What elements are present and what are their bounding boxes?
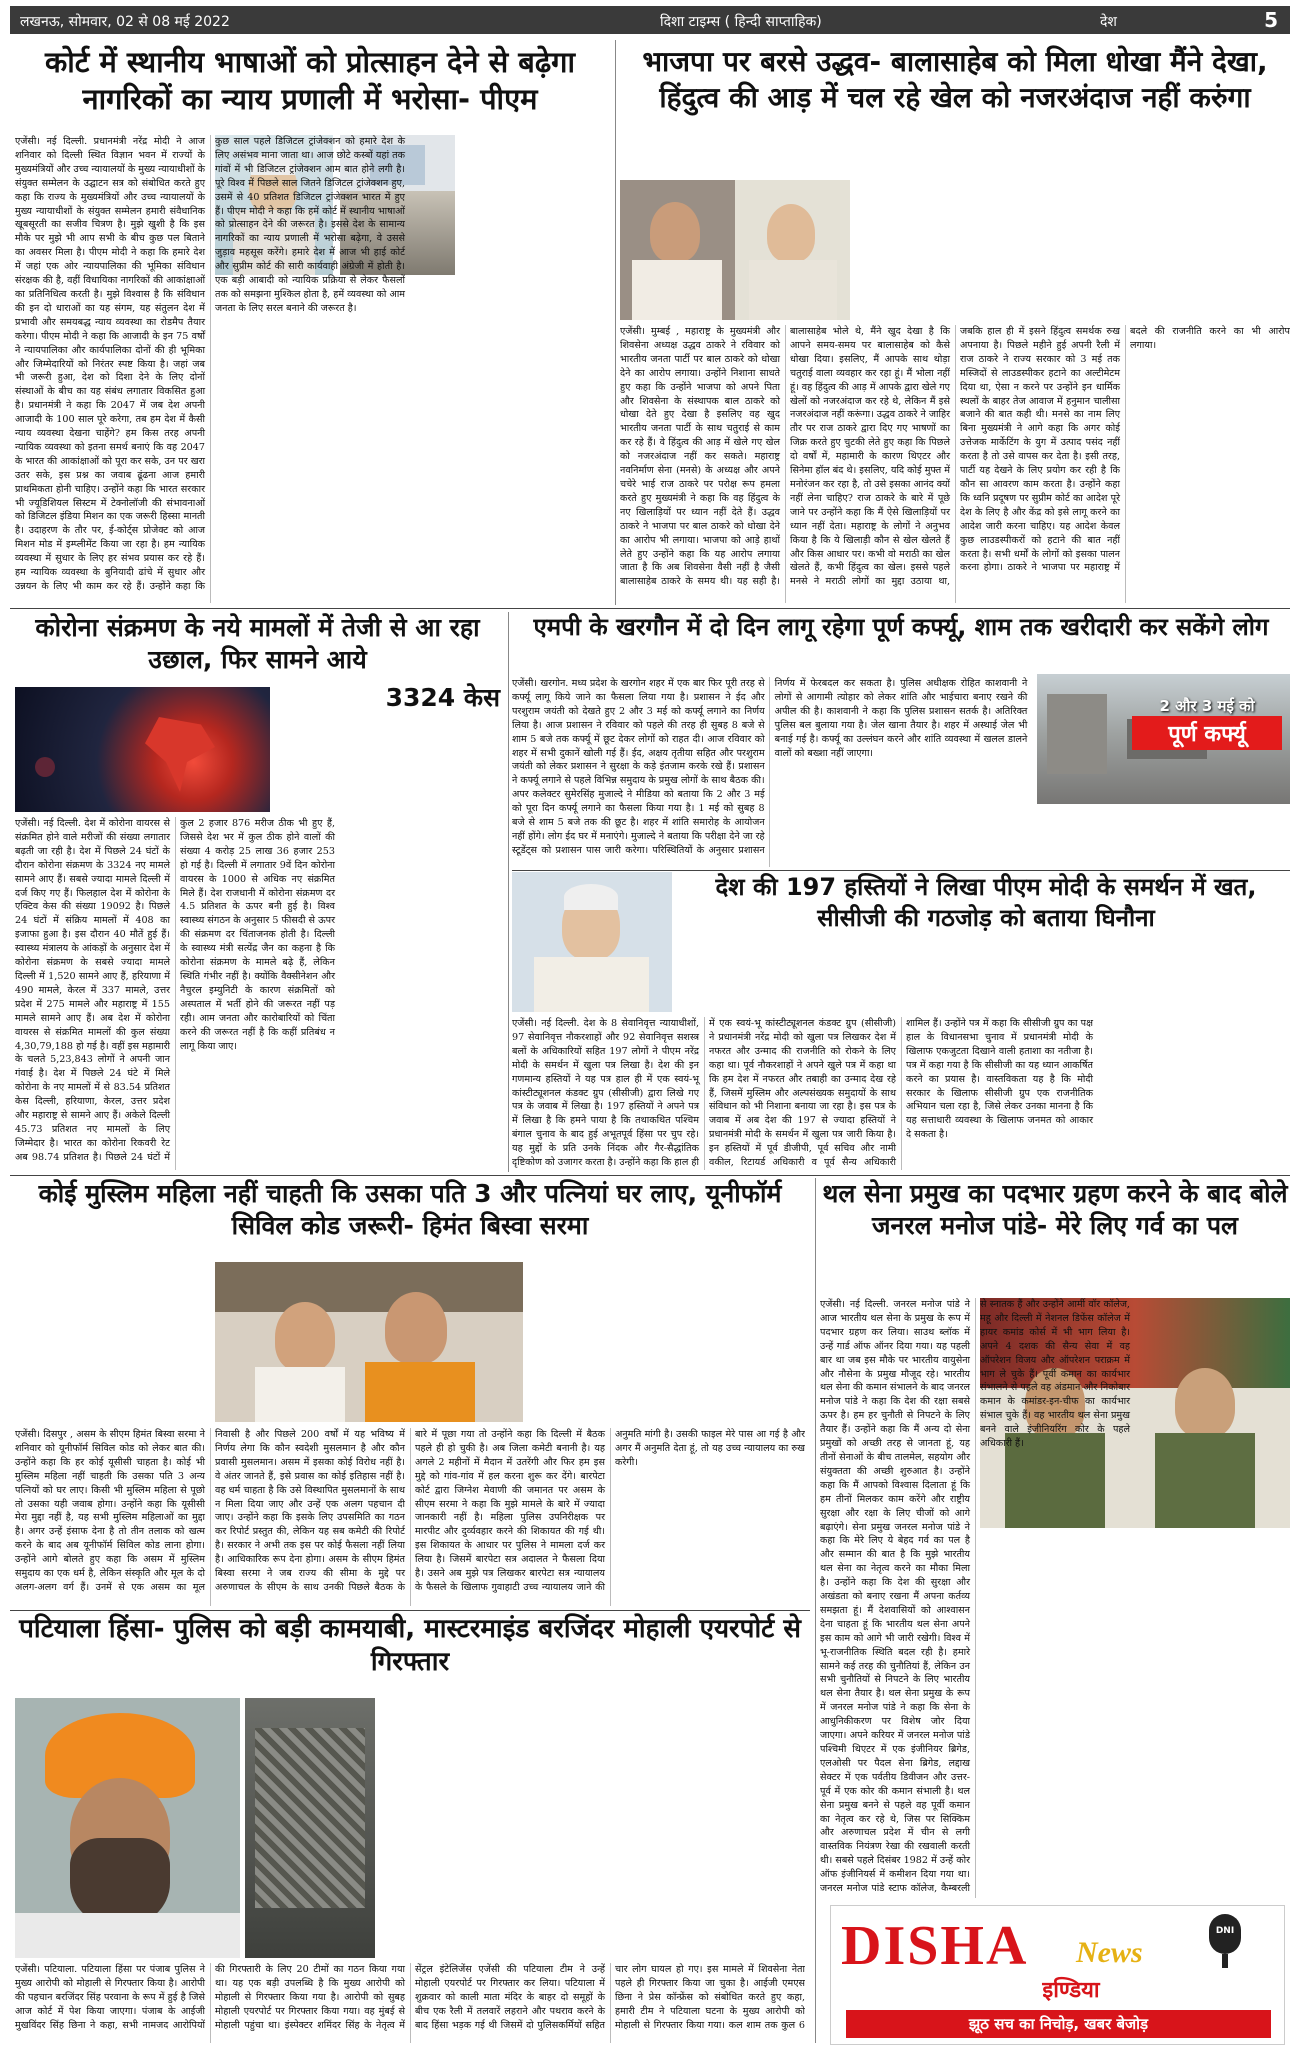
article-himanta [10,1178,810,1608]
headline: कोई मुस्लिम महिला नहीं चाहती कि उसका पति 3 और पत्नियां घर लाए, यूनीफॉर्म सिविल कोड जरूरी- हिमंत बिस्वा सरमा [38,1179,782,1240]
article-body: एजेंसी। नई दिल्ली. देश के 8 सेवानिवृत्त न्यायाधीशों, 97 सेवानिवृत्त नौकरशाहों और 92 सेवानिवृत्त सशस्त्र बलों के अधिकारियों सहित 197 लोगों ने पीएम नरेंद्र मोदी के समर्थन में खुला पत्र लिखा है। देश की इन गणमान्य हस्तियों ने यह पत्र हाल ही में एक स्वयं-भू कांस्टीट्यूशनल कंडक्ट ग्रुप (सीसीजी) द्वारा लिखे गए पत्र के जवाब में लिखा है। 197 हस्तियों ने अपने पत्र में लिखा है कि हमने पाया है कि तथाकथित पश्चिम बंगाल चुनाव के बाद हुई अभूतपूर्व हिंसा पर चुप रहे। यह मुद्दों के प्रति उनके निंदक और गैर-सैद्धांतिक दृष्टिकोण को उजागर करता है। उन्होंने कहा कि हाल ही में एक स्वयं-भू कांस्टीट्यूशनल कंडक्ट ग्रुप (सीसीजी) ने प्रधानमंत्री नरेंद्र मोदी को खुला पत्र लिखकर देश में नफरत और उन्माद की राजनीति को रोकने के लिए कहा था। पूर्व नौकरशाहों ने अपने खुले पत्र में कहा था कि हम देश में नफरत और तबाही का उन्माद देख रहे हैं, जिसमें मुस्लिम और अल्पसंख्यक समुदायों के साथ संविधान को भी निशाना बनाया जा रहा है। इस पत्र के जवाब में अब देश की 197 से ज्यादा हस्तियों ने प्रधानमंत्री मोदी के समर्थन में खुला पत्र जारी किया है। इन हस्तियों में पूर्व डीजीपी, पूर्व सचिव और नामी वकील, रिटायर्ड अधिकारी व पूर्व सैन्य अधिकारी शामिल हैं। उन्होंने पत्र में कहा कि सीसीजी ग्रुप का पक्ष हाल के विधानसभा चुनाव में प्रधानमंत्री मोदी के खिलाफ एकजुटता दिखाने वाली हताशा का नतीजा है। पत्र में कहा गया है कि सीसीजी का यह ध्यान आकर्षित करने का प्रयास है। वास्तविकता यह है कि मोदी सरकार के खिलाफ सीसीजी ग्रुप एक राजनीतिक अभियान चला रहा है, जिसे लेकर उनका मानना है कि यह सत्ताधारी व्यवस्था के खिलाफ जनमत को आकार दे सकता है। [512,1018,1093,1169]
curfew-caption-title: पूर्ण कर्फ्यू [1132,716,1282,750]
article-army-chief [820,1178,1290,1898]
article-body: एजेंसी। पटियाला. पटियाला हिंसा पर पंजाब पुलिस ने मुख्य आरोपी को मोहाली से गिरफ्तार किया है। आरोपी की पहचान बरजिंदर सिंह परवाना के रूप में हुई है जिसे आज कोर्ट में पेश किया जाएगा। पंजाब के आईजी मुखविंदर सिंह छिना ने कहा, सभी नामजद आरोपियों की गिरफ्तारी के लिए 20 टीमों का गठन किया गया था। यह एक बड़ी उपलब्धि है कि मुख्य आरोपी को मोहाली से गिरफ्तार किया गया है। आरोपी को सुबह मोहाली एयरपोर्ट पर गिरफ्तार किया गया। वह मुंबई से मोहाली पहुंचा था। इंस्पेक्टर शमिंदर सिंह के नेतृत्व में सेंट्रल इंटेलिजेंस एजेंसी की पटियाला टीम ने उन्हें मोहाली एयरपोर्ट पर गिरफ्तार कर लिया। पटियाला में शुक्रवार को काली माता मंदिर के बाहर दो समूहों के बीच एक रैली में तलवारें लहराने और पथराव करने के बाद हिंसा भड़क गई थी जिसमें दो पुलिसकर्मियों सहित चार लोग घायल हो गए। इस मामले में शिवसेना नेता पहले ही गिरफ्तार किया जा चुका है। आईजी एमएस छिना ने प्रेस कॉन्फ्रेंस को संबोधित करते हुए कहा, हमारी टीम ने पटियाला घटना के मुख्य आरोपी को मोहाली से गिरफ्तार किया गया। कल शाम तक कुल 6 [15,1964,805,2031]
article-body: एजेंसी। खरगोन. मध्य प्रदेश के खरगोन शहर में एक बार फिर पूरी तरह से कर्फ्यू लागू किये जाने का फैसला लिया गया है। प्रशासन ने ईद और परशुराम जयंती को देखते हुए 2 और 3 मई को कर्फ्यू लगाने का निर्णय लिया है। आज प्रशासन ने रविवार को पहले की तरह ही सुबह 8 बजे से शाम 5 बजे तक कर्फ्यू में छूट देकर लोगों को राहत दी। आज रविवार को शहर में सभी दुकानें खोली गई हैं। ईद, अक्षय तृतीया सहित और परशुराम जयंती को लेकर प्रशासन ने सुरक्षा के कड़े इंतजाम करके रखे हैं। प्रशासन ने कर्फ्यू लगाने से पहले विभिन्न समुदाय के प्रमुख लोगों के साथ बैठक की। अपर कलेक्टर सुमेरसिंह मुजाल्दे ने मीडिया को बताया कि 2 और 3 मई को पूरा दिन कर्फ्यू लगाने का फैसला किया गया है। 1 मई को सुबह 8 बजे से शाम 5 बजे तक की छूट है। शहर में शांति समारोह के आयोजन नहीं होंगे। लोग ईद घर में मनाएंगे। मुजाल्दे ने बताया कि परीक्षा देने जा रहे स्टूडेंट्स को प्रशासन पास जारी करेगा। परिस्थितियों के अनुसार प्रशासन निर्णय में फेरबदल कर सकता है। पुलिस अधीक्षक रोहित काशवानी ने लोगों से आगामी त्योहार को लेकर शांति और भाईचारा बनाए रखने की अपील की है। काशवानी ने कहा कि पुलिस प्रशासन सतर्क है। अतिरिक्त पुलिस बल बुलाया गया है। जेल खाना तैयार है। शहर में अस्थाई जेल भी बनाई गई है। कर्फ्यू का उल्लंघन करने और शांति व्यवस्था में खलल डालने वालों को बख्शा नहीं जाएगा। [512,678,1028,856]
section-label: देश [1100,14,1117,30]
article-body: एजेंसी। नई दिल्ली. जनरल मनोज पांडे ने आज भारतीय थल सेना के प्रमुख के रूप में पदभार ग्रहण कर लिया। साउथ ब्लॉक में उन्हें गार्ड ऑफ ऑनर दिया गया। यह पहली बार था जब इस मौके पर भारतीय वायुसेना और नौसेना के प्रमुख मौजूद रहे। भारतीय थल सेना की कमान संभालने के बाद जनरल मनोज पांडे ने कहा कि देश की रक्षा सबसे ऊपर है। हम हर चुनौती से निपटने के लिए तैयार हैं। उन्होंने कहा कि मैं अन्य दो सेना प्रमुखों को अच्छी तरह से जानता हूं, यह तीनों सेनाओं के बीच तालमेल, सहयोग और संयुक्तता की अच्छी शुरुआत है। उन्होंने कहा कि मैं आपको विश्वास दिलाता हूं कि हम तीनों मिलकर काम करेंगे और राष्ट्रीय सुरक्षा और रक्षा के लिए चीजों को आगे बढ़ाएंगे। सेना प्रमुख जनरल मनोज पांडे ने कहा कि मेरे लिए ये बेहद गर्व का पल है और सम्मान की बात है कि मुझे भारतीय थल सेना का नेतृत्व करने का मौका मिला है। उन्होंने कहा कि देश की सुरक्षा और अखंडता को बनाए रखना मैं अपना कर्तव्य समझता हूं। मैं देशवासियों को आश्वासन देना चाहता हूं कि भारतीय थल सेना अपने इस काम को आगे भी जारी रखेगी। विश्व में भू-राजनीतिक स्थिति बदल रही है। हमारे सामने कई तरह की चुनौतियां हैं, लेकिन उन सभी चुनौतियों से निपटने के लिए भारतीय थल सेना तैयार है। थल सेना प्रमुख के रूप में जनरल मनोज पांडे ने कहा कि सेना के आधुनिकीकरण पर विशेष जोर दिया जाएगा। अपने करियर में जनरल मनोज पांडे पश्चिमी थिएटर में एक इंजीनियर ब्रिगेड, एलओसी पर पैदल सेना ब्रिगेड, लद्दाख सेक्टर में एक पर्वतीय डिवीजन और उत्तर-पूर्व में एक कोर की कमान संभाली है। थल सेना प्रमुख बनने से पहले वह पूर्वी कमान का नेतृत्व कर रहे थे, जिस पर सिक्किम और अरुणाचल प्रदेश में चीन से लगी वास्तविक नियंत्रण रेखा की रखवाली करती थी। सबसे पहले दिसंबर 1982 में उन्हें कोर ऑफ इंजीनियर्स में कमीशन दिया गया था। जनरल मनोज पांडे स्टाफ कॉलेज, कैम्बरली से स्नातक हैं और उन्होंने आर्मी वॉर कॉलेज, महू और दिल्ली में नेशनल डिफेंस कॉलेज में हायर कमांड कोर्स में भी भाग लिया है। अपने 4 दशक की सैन्य सेवा में वह ऑपरेशन विजय और ऑपरेशन पराक्रम में भाग ले चुके हैं। पूर्वी कमान का कार्यभार संभालने से पहले वह अंडमान और निकोबार कमान के कमांडर-इन-चीफ का कार्यभार संभाल चुके हैं। वह भारतीय थल सेना प्रमुख बनने वाले इंजीनियरिंग कोर के पहले अधिकारी हैं। [820,1299,1130,1895]
paper-name: दिशा टाइम्स ( हिन्दी साप्ताहिक) [660,14,822,30]
photo-barjinder-accused [15,1698,240,1958]
masthead-bar [10,6,1290,34]
article-197-personalities [512,872,1290,1172]
headline: देश की 197 हस्तियों ने लिखा पीएम मोदी के समर्थन में खत, सीसीजी की गठजोड़ को बताया घिनौना [715,873,1257,932]
article-body: एजेंसी। नई दिल्ली. देश में कोरोना वायरस से संक्रमित होने वाले मरीजों की संख्या लगातार बढ़ती जा रही है। देश में पिछले 24 घंटों के दौरान कोरोना संक्रमण के 3324 नए मामले सामने आए हैं। सबसे ज्यादा मामले दिल्ली में दर्ज किए गए हैं। फिलहाल देश में कोरोना के एक्टिव केस की संख्या 19092 है। पिछले 24 घंटों में संक्रिय मामलों में 408 का इजाफा हुआ है। इस दौरान 40 मौतें हुई हैं। स्वास्थ्य मंत्रालय के आंकड़ों के अनुसार देश में कोरोना संक्रमण के सबसे ज्यादा मामले दिल्ली में 1,520 सामने आए हैं, हरियाणा में 490 मामले, केरल में 337 मामले, उत्तर प्रदेश में 275 मामले और महाराष्ट्र में 155 मामले सामने आए हैं। अब देश में कोरोना वायरस से संक्रमित मामलों की कुल संख्या 4,30,79,188 हो गई है। वहीं इस महामारी के चलते 5,23,843 लोगों ने अपनी जान गंवाई है। देश में पिछले 24 घंटे में मिले कोरोना के नए मामलों में से 83.54 प्रतिशत केस दिल्ली, हरियाणा, केरल, उत्तर प्रदेश और महाराष्ट्र से सामने आए हैं। अकेले दिल्ली 45.73 प्रतिशत नए मामलों के लिए जिम्मेदार है। भारत का कोरोना रिकवरी रेट अब 98.74 प्रतिशत है। पिछले 24 घंटों में कुल 2 हजार 876 मरीज ठीक भी हुए हैं, जिससे देश भर में कुल ठीक होने वालों की संख्या 4 करोड़ 25 लाख 36 हजार 253 हो गई है। दिल्ली में लगातार 9वें दिन कोरोना वायरस के 1000 से अधिक नए संक्रमित मिले हैं। देश राजधानी में कोरोना संक्रमण दर 4.5 प्रतिशत के ऊपर बनी हुई है। विश्व स्वास्थ्य संगठन के अनुसार 5 फीसदी से ऊपर की संक्रमण दर चिंताजनक होती है। दिल्ली के स्वास्थ्य मंत्री सत्येंद्र जैन का कहना है कि कोरोना संक्रमण के मामले बढ़े हैं, लेकिन स्थिति गंभीर नहीं है। क्योंकि वैक्सीनेशन और नैचुरल इम्युनिटी के कारण संक्रमितों को अस्पताल में भर्ती होने की जरूरत नहीं पड़ रही। आम जनता और कारोबारियों को चिंता करने की जरूरत नहीं है कि कहीं प्रतिबंध न लागू किया जाए। [15,818,335,1163]
photo-himanta-sarma [215,1262,523,1422]
microphone-icon [1201,1914,1249,1972]
photo-corona-map [15,687,270,812]
photo-pm-modi [512,872,672,1012]
article-supreme-court [10,40,610,605]
ad-brand-news: News [1076,1936,1143,1969]
ad-language: इण्डिया [1042,1978,1100,2003]
curfew-caption-dates: 2 और 3 मई को [1159,697,1255,715]
headline: भाजपा पर बरसे उद्धव- बालासाहेब को मिला धोखा मैंने देखा, हिंदुत्व की आड़ में चल रहे खेल को नजरअंदाज नहीं करुंगा [642,45,1268,114]
article-body: एजेंसी। मुम्बई , महाराष्ट्र के मुख्यमंत्री और शिवसेना अध्यक्ष उद्धव ठाकरे ने रविवार को भारतीय जनता पार्टी पर बाल ठाकरे को धोखा देने का आरोप लगाया। उन्होंने निशाना साधते हुए कहा कि उन्होंने भाजपा को अपने पिता और शिवसेना के संस्थापक बाल ठाकरे को धोखा देते हुए देखा है इसलिए वह खुद भारतीय जनता पार्टी के साथ चतुराई से काम कर रहे हैं। वे हिंदुत्व की आड़ में खेले गए खेल को नजरअंदाज नहीं कर सकते। महाराष्ट्र नवनिर्माण सेना (मनसे) के अध्यक्ष और अपने चचेरे भाई राज ठाकरे पर परोक्ष रूप हमला करते हुए मुख्यमंत्री ने कहा कि वह हिंदुत्व के नए खिलाड़ियों पर ध्यान नहीं देते हैं। उद्धव ठाकरे ने भाजपा पर बाल ठाकरे को धोखा देने का आरोप भी लगाया। भाजपा को आड़े हाथों लेते हुए उन्होंने कहा कि यह आरोप लगाया जाता है कि अब शिवसेना वैसी नहीं है जैसी बालासाहेब ठाकरे के समय थी। यह सही है। बालासाहेब भोले थे, मैंने खुद देखा है कि आपने समय-समय पर बालासाहेब को कैसे धोखा दिया। इसलिए, मैं आपके साथ थोड़ा चतुराई वाला व्यवहार कर रहा हूं। मैं भोला नहीं हूं। वह हिंदुत्व की आड़ में आपके द्वारा खेले गए खेलों को नजरअंदाज कर रहे थे, लेकिन मैं इसे नजरअंदाज नहीं करूंगा। उद्धव ठाकरे ने जाहिर तौर पर राज ठाकरे द्वारा दिए गए भाषणों का जिक्र करते हुए चुटकी लेते हुए कहा कि पिछले दो वर्षों में, महामारी के कारण थिएटर और सिनेमा हॉल बंद थे। इसलिए, यदि कोई मुफ्त में मनोरंजन कर रहा है, तो उसे इसका आनंद क्यों नहीं लेना चाहिए? राज ठाकरे के बारे में पूछे जाने पर उन्होंने कहा कि मैं ऐसे खिलाड़ियों पर ध्यान नहीं देता। महाराष्ट्र के लोगों ने अनुभव किया है कि ये खिलाड़ी कौन से खेल खेलते हैं और किस आधार पर। कभी वो मराठी का खेल खेलते हैं, कभी हिंदुत्व का खेल। इससे पहले मनसे ने मराठी लोगों का मुद्दा उठाया था, जबकि हाल ही में इसने हिंदुत्व समर्थक रुख अपनाया है। पिछले महीने हुई अपनी रैली में राज ठाकरे ने राज्य सरकार को 3 मई तक मस्जिदों से लाउडस्पीकर हटाने का अल्टीमेटम दिया था, ऐसा न करने पर उन्होंने इन धार्मिक स्थलों के बाहर तेज आवाज में हनुमान चालीसा बजाने की बात कही थी। मनसे का नाम लिए बिना मुख्यमंत्री ने आगे कहा कि अगर कोई उत्तेजक मार्केटिंग के युग में उत्पाद पसंद नहीं करता है तो उसे वापस कर देता है। इसी तरह, पार्टी यह देखने के लिए प्रयोग कर रही है कि कौन सा आवरण काम करता है। उन्होंने कहा कि ध्वनि प्रदूषण पर सुप्रीम कोर्ट का आदेश पूरे देश के लिए है और केंद्र को इसे लागू करने का आदेश जारी करना चाहिए। यह आदेश केवल कुछ लाउडस्पीकरों को हटाने की बात नहीं करता है। सभी धर्मों के लोगों को इसका पालन करना होगा। ठाकरे ने भाजपा पर महाराष्ट्र में बदले की राजनीति करने का भी आरोप लगाया। [620,326,1290,588]
headline: थल सेना प्रमुख का पदभार ग्रहण करने के बाद बोले जनरल मनोज पांडे- मेरे लिए गर्व का पल [822,1179,1288,1240]
photo-patiala-crowd [245,1698,375,1958]
headline: पटियाला हिंसा- पुलिस को बड़ी कामयाबी, मास्टरमाइंड बरजिंदर मोहाली एयरपोर्ट से गिरफ्तार [19,1614,801,1678]
disha-news-advertisement [830,1905,1285,2045]
dateline: लखनऊ, सोमवार, 02 से 08 मई 2022 [20,14,230,30]
headline: कोरोना संक्रमण के नये मामलों में तेजी से आ रहा उछाल, फिर सामने आये [35,613,480,674]
ad-brand: DISHA [841,1915,1029,1977]
headline: एमपी के खरगौन में दो दिन लागू रहेगा पूर्ण कर्फ्यू, शाम तक खरीदारी कर सकेंगे लोग [533,613,1269,641]
article-body: एजेंसी। दिसपुर , असम के सीएम हिमंत बिस्वा सरमा ने शनिवार को यूनीफॉर्म सिविल कोड को लेकर बात की। उन्होंने कहा कि हर कोई यूसीसी चाहता है। कोई भी मुस्लिम महिला नहीं चाहती कि उसका पति 3 अन्य पत्नियों को घर लाए। किसी भी मुस्लिम महिला से पूछो तो उसका यही जवाब होगा। उन्होंने कहा कि यूसीसी मेरा मुद्दा नहीं है, यह सभी मुस्लिम महिलाओं का मुद्दा है। अगर उन्हें इंसाफ देना है तो तीन तलाक को खत्म करने के बाद अब यूनीफॉर्म सिविल कोड लाना होगा। उन्होंने आगे बोलते हुए कहा कि असम में मुस्लिम समुदाय का एक धर्म है, लेकिन संस्कृति और मूल के दो अलग-अलग वर्ग हैं। उनमें से एक असम का मूल निवासी है और पिछले 200 वर्षों में यह भविष्य में निर्णय लेगा कि कौन स्वदेशी मुसलमान है और कौन प्रवासी मुसलमान। असम में इसका कोई विरोध नहीं है। वे अंतर जानते हैं, इसे प्रवास का कोई इतिहास नहीं है। वह धर्म चाहता है कि उसे विस्थापित मुसलमानों के साथ न मिला दिया जाए और उन्हें एक अलग पहचान दी जाए। उन्होंने कहा कि इसके लिए उपसमिति का गठन कर रिपोर्ट प्रस्तुत की, लेकिन यह सब कमेटी की रिपोर्ट है। सरकार ने अभी तक इस पर कोई फैसला नहीं लिया है। आधिकारिक रूप देना होगा। असम के सीएम हिमंत बिस्वा सरमा ने जब राज्य की सीमा के मुद्दे पर अरुणाचल के सीएम के साथ उनकी पिछले बैठक के बारे में पूछा गया तो उन्होंने कहा कि दिल्ली में बैठक पहले ही हो चुकी है। अब जिला कमेटी बनानी है। यह अगले 2 महीनों में मैदान में उतरेंगी और फिर हम इस मुद्दे को गांव-गांव में हल करना शुरू कर देंगे। बारपेटा कोर्ट द्वारा जिग्नेश मेवाणी की जमानत पर असम के सीएम सरमा ने कहा कि मुझे मामले के बारे में ज्यादा जानकारी नहीं है। महिला पुलिस उपनिरीक्षक पर मारपीट और दुर्व्यवहार करने की शिकायत की गई थी। इस शिकायत के आधार पर पुलिस ने मामला दर्ज कर लिया है। जिसमें बारपेटा सत्र अदालत ने फैसला दिया है। उसने अब मुझे पत्र लिखकर बारपेटा सत्र न्यायालय के फैसले के खिलाफ गुवाहाटी उच्च न्यायालय जाने की अनुमति मांगी है। उसकी फाइल मेरे पास आ गई है और अगर मैं अनुमति देता हूं, तो यह उच्च न्यायालय का रुख करेगी। [15,1429,805,1593]
headline: कोर्ट में स्थानीय भाषाओं को प्रोत्साहन देने से बढ़ेगा नागरिकों का न्याय प्रणाली में भरोसा- पीएम [44,45,575,117]
ad-tagline: झूठ सच का निचोड़, खबर बेजोड़ [846,2010,1271,2038]
article-patiala [10,1613,810,2045]
article-uddhav [620,40,1290,605]
page-number: 5 [1264,8,1278,32]
headline-case-count: 3324 केस [385,683,500,712]
article-corona [10,612,505,1172]
article-body: एजेंसी। नई दिल्ली. प्रधानमंत्री नरेंद्र मोदी ने आज शनिवार को दिल्ली स्थित विज्ञान भवन में राज्यों के मुख्यमंत्रियों और उच्च न्यायालयों के मुख्य न्यायाधीशों के संयुक्त सम्मेलन के उद्घाटन सत्र को संबोधित करते हुए कहा कि राज्य के मुख्यमंत्रियों और उच्च न्यायालयों के मुख्य न्यायाधीशों के संयुक्त सम्मेलन हमारी संवैधानिक खूबसूरती का सजीव चित्रण है। मुझे खुशी है कि इस मौके पर मुझे भी आप सभी के बीच कुछ पल बिताने का अवसर मिला है। पीएम मोदी ने कहा कि हमारे देश में जहां एक ओर न्यायपालिका की भूमिका संविधान संरक्षक की है, वहीं विधायिका नागरिकों की आकांक्षाओं का प्रतिनिधित्व करती है। मुझे विश्वास है कि संविधान की इन दो धाराओं का यह संगम, यह संतुलन देश में प्रभावी और समयबद्ध न्याय व्यवस्था का रोडमैप तैयार करेगा। पीएम मोदी ने कहा कि आजादी के इन 75 वर्षों ने न्यायपालिका और कार्यपालिका दोनों की ही भूमिका और जिम्मेदारियों को निरंतर स्पष्ट किया है। जहां जब भी जरूरी हुआ, देश को दिशा देने के लिए दोनों संस्थाओं के बीच का यह संबंध लगातार विकसित हुआ है। प्रधानमंत्री ने कहा कि 2047 में जब देश अपनी आजादी के 100 साल पूरे करेगा, तब हम देश में कैसी न्याय व्यवस्था देखना चाहेंगे? हम किस तरह अपनी न्यायिक व्यवस्था को इतना समर्थ बनाएं कि वह 2047 के भारत की आकांक्षाओं को पूरा कर सके, उन पर खरा उतर सके, इस प्रश्न का जवाब ढूंढना आज हमारी प्राथमिकता होनी चाहिए। उन्होंने कहा कि भारत सरकार भी ज्यूडिशियल सिस्टम में टेक्नोलॉजी की संभावनाओं को डिजिटल इंडिया मिशन का एक जरूरी हिस्सा मानती है। उदाहरण के तौर पर, ई-कोर्ट्स प्रोजेक्ट को आज मिशन मोड में इम्प्लीमेंट किया जा रहा है। हम न्यायिक व्यवस्था में सुधार के लिए हर संभव प्रयास कर रहे हैं। हम न्यायिक व्यवस्था के बुनियादी ढांचे में सुधार और उन्नयन के लिए भी काम कर रहे हैं। उन्होंने कहा कि कुछ साल पहले डिजिटल ट्रांजेक्शन को हमारे देश के लिए असंभव माना जाता था। आज छोटे कस्बों यहां तक गांवों में भी डिजिटल ट्रांजेक्शन आम बात होने लगी है। पूरे विश्व में पिछले साल जितने डिजिटल ट्रांजेक्शन हुए, उसमें से 40 प्रतिशत डिजिटल ट्रांजेक्शन भारत में हुए हैं। पीएम मोदी ने कहा कि हमें कोर्ट में स्थानीय भाषाओं को प्रोत्साहन देने की जरूरत है। इससे देश के सामान्य नागरिकों का न्याय प्रणाली में भरोसा बढ़ेगा, वे उससे जुड़ाव महसूस करेंगे। हमारे देश में आज भी हाई कोर्ट और सुप्रीम कोर्ट की सारी कार्यवाही अंग्रेजी में होती है। एक बड़ी आबादी को न्यायिक प्रक्रिया से लेकर फैसलों तक को समझना मुश्किल होता है, हमें व्यवस्था को आम जनता के लिए सरल बनाने की जरूरत है। [15,136,405,592]
mic-label: DNI [1215,1926,1235,1936]
article-khargone [512,612,1290,867]
photo-uddhav-modi [620,180,850,320]
